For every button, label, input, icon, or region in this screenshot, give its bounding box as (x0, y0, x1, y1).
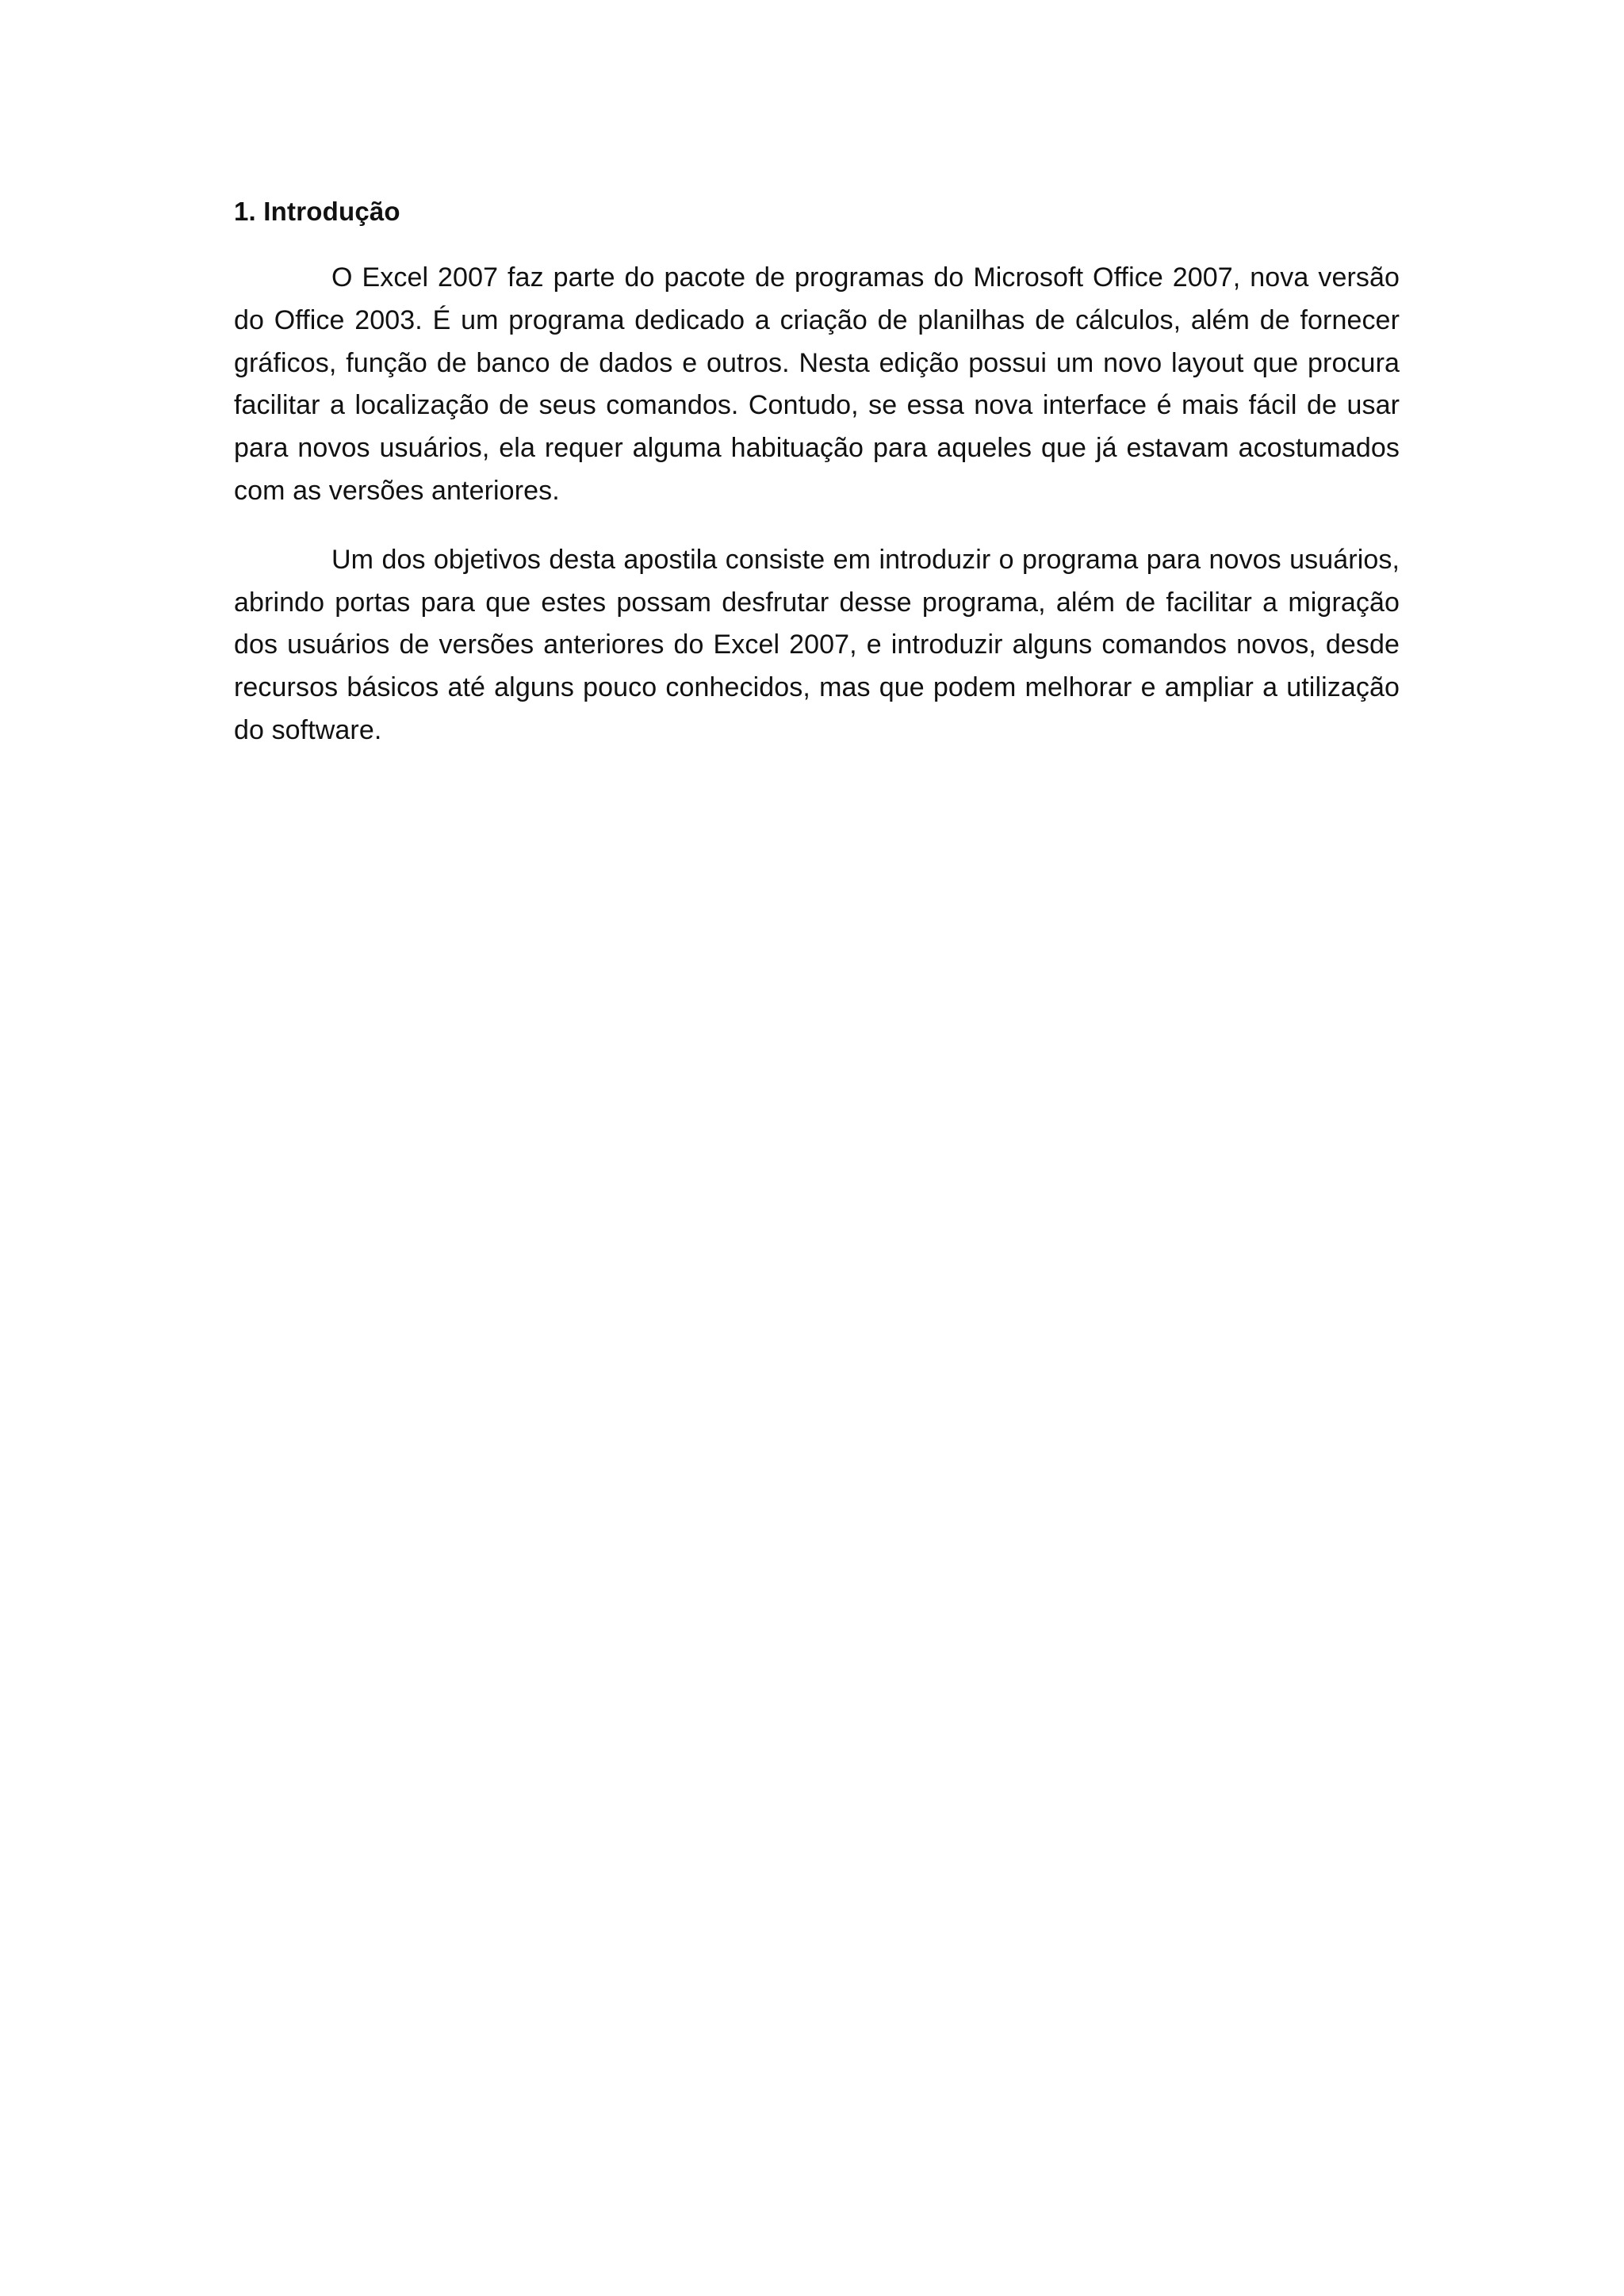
document-content (234, 190, 1400, 752)
introduction-paragraph-1: O Excel 2007 faz parte do pacote de programas do Microsoft Office 2007, nova versão do Office 2003. É um programa dedicado a criação de planilhas de cálculos, além de fornecer gráficos, função de banco de dados e outros. Nesta edição possui um novo layout que procura facilitar a localização de seus comandos. Contudo, se essa nova interface é mais fácil de usar para novos usuários, ela requer alguma habituação para aqueles que já estavam acostumados com as versões anteriores. (234, 262, 1400, 506)
introduction-paragraph-2: Um dos objetivos desta apostila consiste em introduzir o programa para novos usuários, abrindo portas para que estes possam desfrutar desse programa, além de facilitar a migração dos usuários de versões anteriores do Excel 2007, e introduzir alguns comandos novos, desde recursos básicos até alguns pouco conhecidos, mas que podem melhorar e ampliar a utilização do software. (234, 544, 1400, 745)
section-heading: 1. Introdução (234, 197, 400, 226)
